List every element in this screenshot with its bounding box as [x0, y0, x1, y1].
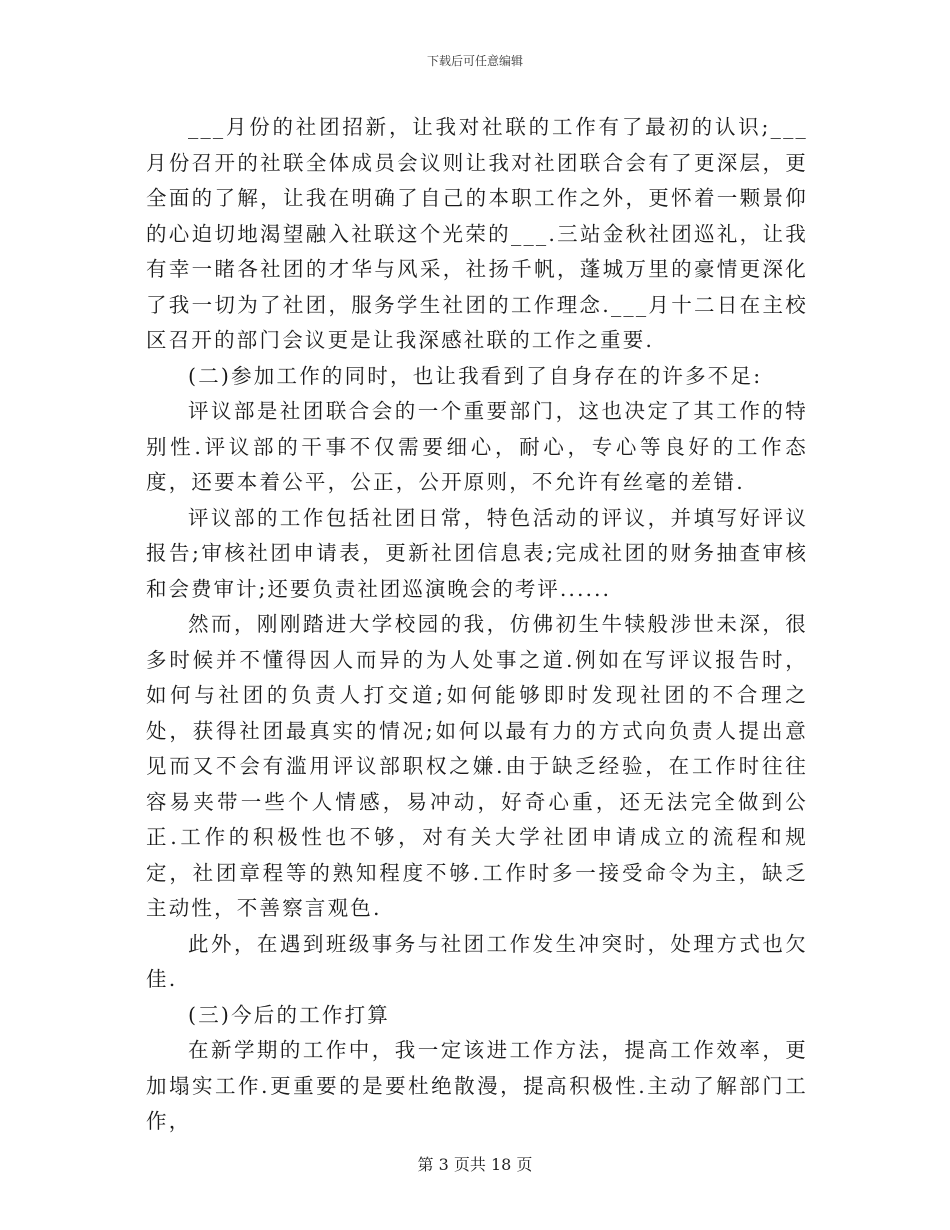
paragraph-2: (二)参加工作的同时，也让我看到了自身存在的许多不足:: [188, 363, 763, 388]
page-footer: 第 3 页共 18 页: [417, 1155, 533, 1174]
paragraph-1-text: ___月份的社团招新，让我对社联的工作有了最初的认识;___月份召开的社联全体成员会议则让我对社团联合会有了更深层，更全面的了解，让我在明确了自己的本职工作之外，更怀着一颗景仰的心迫切地渴望融入社联这个光荣的___.三站金秋社团巡礼，让我有幸一睹各社团的才华与风采，社扬千帆，蓬城万里的豪情更深化了我一切为了社团，服务学生社团的工作理念.___月十二日在主校区召开的部门会议更是让我深感社联的工作之重要.: [146, 115, 808, 352]
paragraph-7: (三)今后的工作打算: [188, 1002, 390, 1027]
paragraph-6: 此外，在遇到班级事务与社团工作发生冲突时，处理方式也欠佳.: [146, 931, 808, 991]
document-body: [146, 110, 808, 1140]
paragraph-4: 评议部的工作包括社团日常，特色活动的评议，并填写好评议报告;审核社团申请表，更新社团信息表;完成社团的财务抽查审核和会费审计;还要负责社团巡演晚会的考评......: [146, 505, 808, 601]
paragraph-8: 在新学期的工作中，我一定该进工作方法，提高工作效率，更加塌实工作.更重要的是要杜绝散漫，提高积极性.主动了解部门工作，: [146, 1038, 808, 1133]
paragraph-3: 评议部是社团联合会的一个重要部门，这也决定了其工作的特别性.评议部的干事不仅需要细心，耐心，专心等良好的工作态度，还要本着公平，公正，公开原则，不允许有丝毫的差错.: [146, 399, 808, 494]
paragraph-5: 然而，刚刚踏进大学校园的我，仿佛初生牛犊般涉世未深，很多时候并不懂得因人而异的为人处事之道.例如在写评议报告时，如何与社团的负责人打交道;如何能够即时发现社团的不合理之处，获得社团最真实的情况;如何以最有力的方式向负责人提出意见而又不会有滥用评议部职权之嫌.由于缺乏经验，在工作时往往容易夹带一些个人情感，易冲动，好奇心重，还无法完全做到公正.工作的积极性也不够，对有关大学社团申请成立的流程和规定，社团章程等的熟知程度不够.工作时多一接受命令为主，缺乏主动性，不善察言观色.: [146, 612, 808, 920]
page-header: 下载后可任意编辑: [426, 54, 523, 68]
paragraph-1: [146, 110, 808, 359]
